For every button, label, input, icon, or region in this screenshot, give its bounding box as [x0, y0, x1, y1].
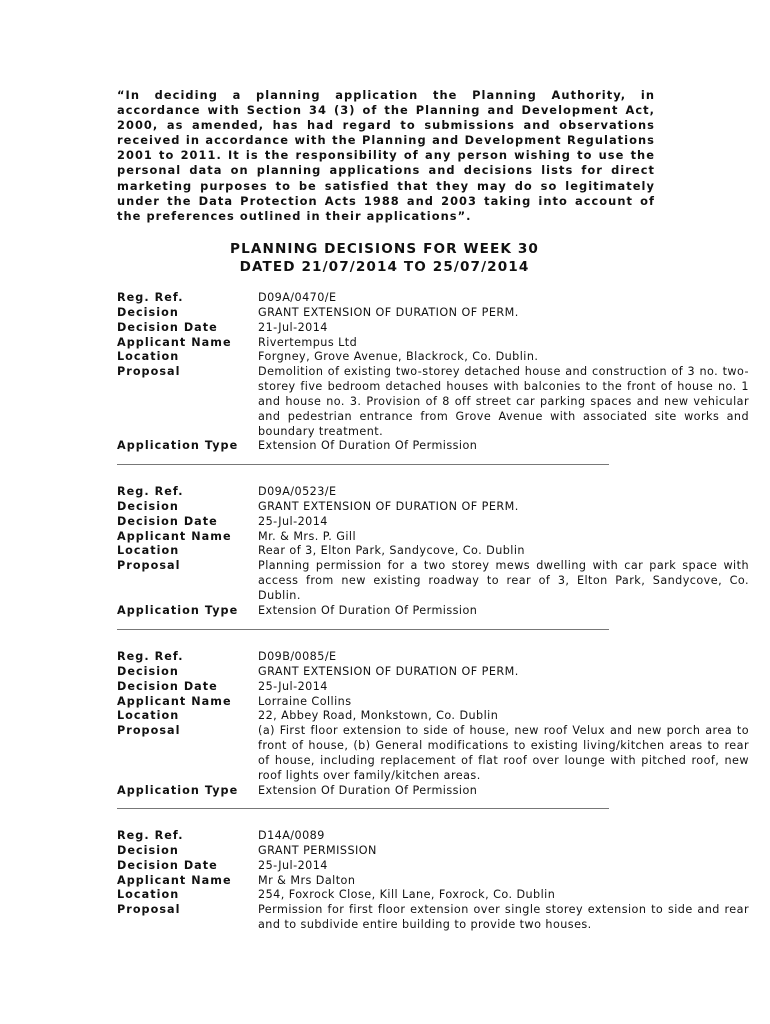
decision-row — [117, 665, 749, 680]
decision-date-value: 25-Jul-2014 — [258, 514, 328, 528]
reg-ref-label: Reg. Ref. — [117, 291, 184, 304]
decision-date-label: Decision Date — [117, 679, 218, 693]
decision-value: GRANT EXTENSION OF DURATION OF PERM. — [258, 499, 519, 513]
decision-date-label: Decision Date — [117, 514, 218, 528]
location-row — [117, 350, 749, 365]
application-type-label: Application Type — [117, 603, 239, 617]
reg-ref-row — [117, 485, 749, 500]
application-type-row — [117, 784, 749, 799]
decision-value: GRANT PERMISSION — [258, 843, 377, 857]
location-row — [117, 544, 749, 559]
decision-label: Decision — [117, 843, 179, 857]
decision-date-row — [117, 859, 749, 874]
applicant-value: Rivertempus Ltd — [258, 335, 358, 349]
applicant-value: Lorraine Collins — [258, 694, 352, 708]
proposal-row — [117, 903, 749, 933]
applicant-label: Applicant Name — [117, 529, 232, 543]
applicant-row — [117, 530, 749, 545]
decision-date-value: 25-Jul-2014 — [258, 679, 328, 693]
location-label: Location — [117, 544, 180, 558]
planning-record — [117, 650, 749, 809]
decision-label: Decision — [117, 305, 179, 319]
record-divider — [117, 464, 609, 465]
applicant-label: Applicant Name — [117, 694, 232, 708]
reg-ref-row — [117, 291, 749, 306]
reg-ref-value: D09A/0523/E — [258, 485, 337, 498]
applicant-label: Applicant Name — [117, 335, 232, 349]
application-type-label: Application Type — [117, 439, 239, 453]
reg-ref-label: Reg. Ref. — [117, 829, 184, 842]
page-title: PLANNING DECISIONS FOR WEEK 30 — [230, 241, 539, 257]
application-type-value: Extension Of Duration Of Permission — [258, 783, 478, 797]
record-divider — [117, 808, 609, 809]
planning-record — [117, 291, 749, 465]
decision-date-row — [117, 680, 749, 695]
planning-record — [117, 485, 749, 630]
location-value: 22, Abbey Road, Monkstown, Co. Dublin — [258, 709, 499, 723]
decision-label: Decision — [117, 499, 179, 513]
proposal-label: Proposal — [117, 724, 181, 738]
decision-row — [117, 306, 749, 321]
decision-date-row — [117, 321, 749, 336]
applicant-value: Mr. & Mrs. P. Gill — [258, 529, 357, 543]
decision-date-value: 25-Jul-2014 — [258, 858, 328, 872]
proposal-row — [117, 365, 749, 439]
proposal-row — [117, 724, 749, 783]
reg-ref-row — [117, 650, 749, 665]
planning-record — [117, 829, 749, 933]
decision-date-label: Decision Date — [117, 858, 218, 872]
proposal-label: Proposal — [117, 559, 181, 573]
location-row — [117, 888, 749, 903]
applicant-label: Applicant Name — [117, 873, 232, 887]
decision-date-value: 21-Jul-2014 — [258, 320, 328, 334]
proposal-value: Permission for first floor extension over single storey extension to side and rear and to subdivide entire building to provide two houses. — [258, 903, 749, 932]
location-label: Location — [117, 709, 180, 723]
reg-ref-label: Reg. Ref. — [117, 485, 184, 498]
applicant-row — [117, 336, 749, 351]
proposal-label: Proposal — [117, 365, 181, 379]
decision-label: Decision — [117, 664, 179, 678]
reg-ref-label: Reg. Ref. — [117, 650, 184, 663]
location-label: Location — [117, 888, 180, 902]
applicant-row — [117, 874, 749, 889]
proposal-value: Planning permission for a two storey mews dwelling with car park space with access from new existing roadway to rear of 3, Elton Park, Sandycove, Co. Dublin. — [258, 559, 749, 602]
decision-date-row — [117, 515, 749, 530]
location-value: Forgney, Grove Avenue, Blackrock, Co. Dublin. — [258, 350, 539, 364]
reg-ref-value: D14A/0089 — [258, 829, 325, 842]
proposal-value: Demolition of existing two-storey detached house and construction of 3 no. two-storey five bedroom detached houses with balconies to the front of house no. 1 and house no. 3. Provision of 8 off street car parking spaces and new vehicular and pedestrian entrance from Grove Avenue with associated site works and boundary treatment. — [258, 365, 749, 438]
applicant-row — [117, 695, 749, 710]
reg-ref-row — [117, 829, 749, 844]
decision-value: GRANT EXTENSION OF DURATION OF PERM. — [258, 305, 519, 319]
decision-row — [117, 844, 749, 859]
application-type-value: Extension Of Duration Of Permission — [258, 603, 478, 617]
decision-value: GRANT EXTENSION OF DURATION OF PERM. — [258, 664, 519, 678]
location-row — [117, 709, 749, 724]
record-divider — [117, 629, 609, 630]
reg-ref-value: D09B/0085/E — [258, 650, 337, 663]
reg-ref-value: D09A/0470/E — [258, 291, 337, 304]
application-type-label: Application Type — [117, 783, 239, 797]
proposal-value: (a) First floor extension to side of house, new roof Velux and new porch area to front of house, (b) General modifications to existing living/kitchen areas to rear of house, including replacement of flat roof over lounge with pitched roof, new roof lights over family/kitchen areas. — [258, 724, 749, 782]
application-type-row — [117, 604, 749, 619]
decision-date-label: Decision Date — [117, 320, 218, 334]
applicant-value: Mr & Mrs Dalton — [258, 873, 356, 887]
application-type-row — [117, 439, 749, 454]
proposal-row — [117, 559, 749, 604]
proposal-label: Proposal — [117, 903, 181, 917]
application-type-value: Extension Of Duration Of Permission — [258, 439, 478, 453]
location-value: Rear of 3, Elton Park, Sandycove, Co. Dublin — [258, 544, 525, 558]
page-subtitle-dates: DATED 21/07/2014 TO 25/07/2014 — [239, 259, 530, 275]
decision-row — [117, 500, 749, 515]
location-value: 254, Foxrock Close, Kill Lane, Foxrock, Co. Dublin — [258, 888, 556, 902]
location-label: Location — [117, 350, 180, 364]
data-protection-notice: “In deciding a planning application the Planning Authority, in accordance with Section 34 (3) of the Planning and Development Act, 2000, as amended, has had regard to submissions and observations received in accordance with the Planning and Development Regulations 2001 to 2011. It is the responsibility of any person wishing to use the personal data on planning applications and decisions lists for direct marketing purposes to be satisfied that they may do so legitimately under the Data Protection Acts 1988 and 2003 taking into account of the preferences outlined in their applications”. — [117, 88, 655, 223]
